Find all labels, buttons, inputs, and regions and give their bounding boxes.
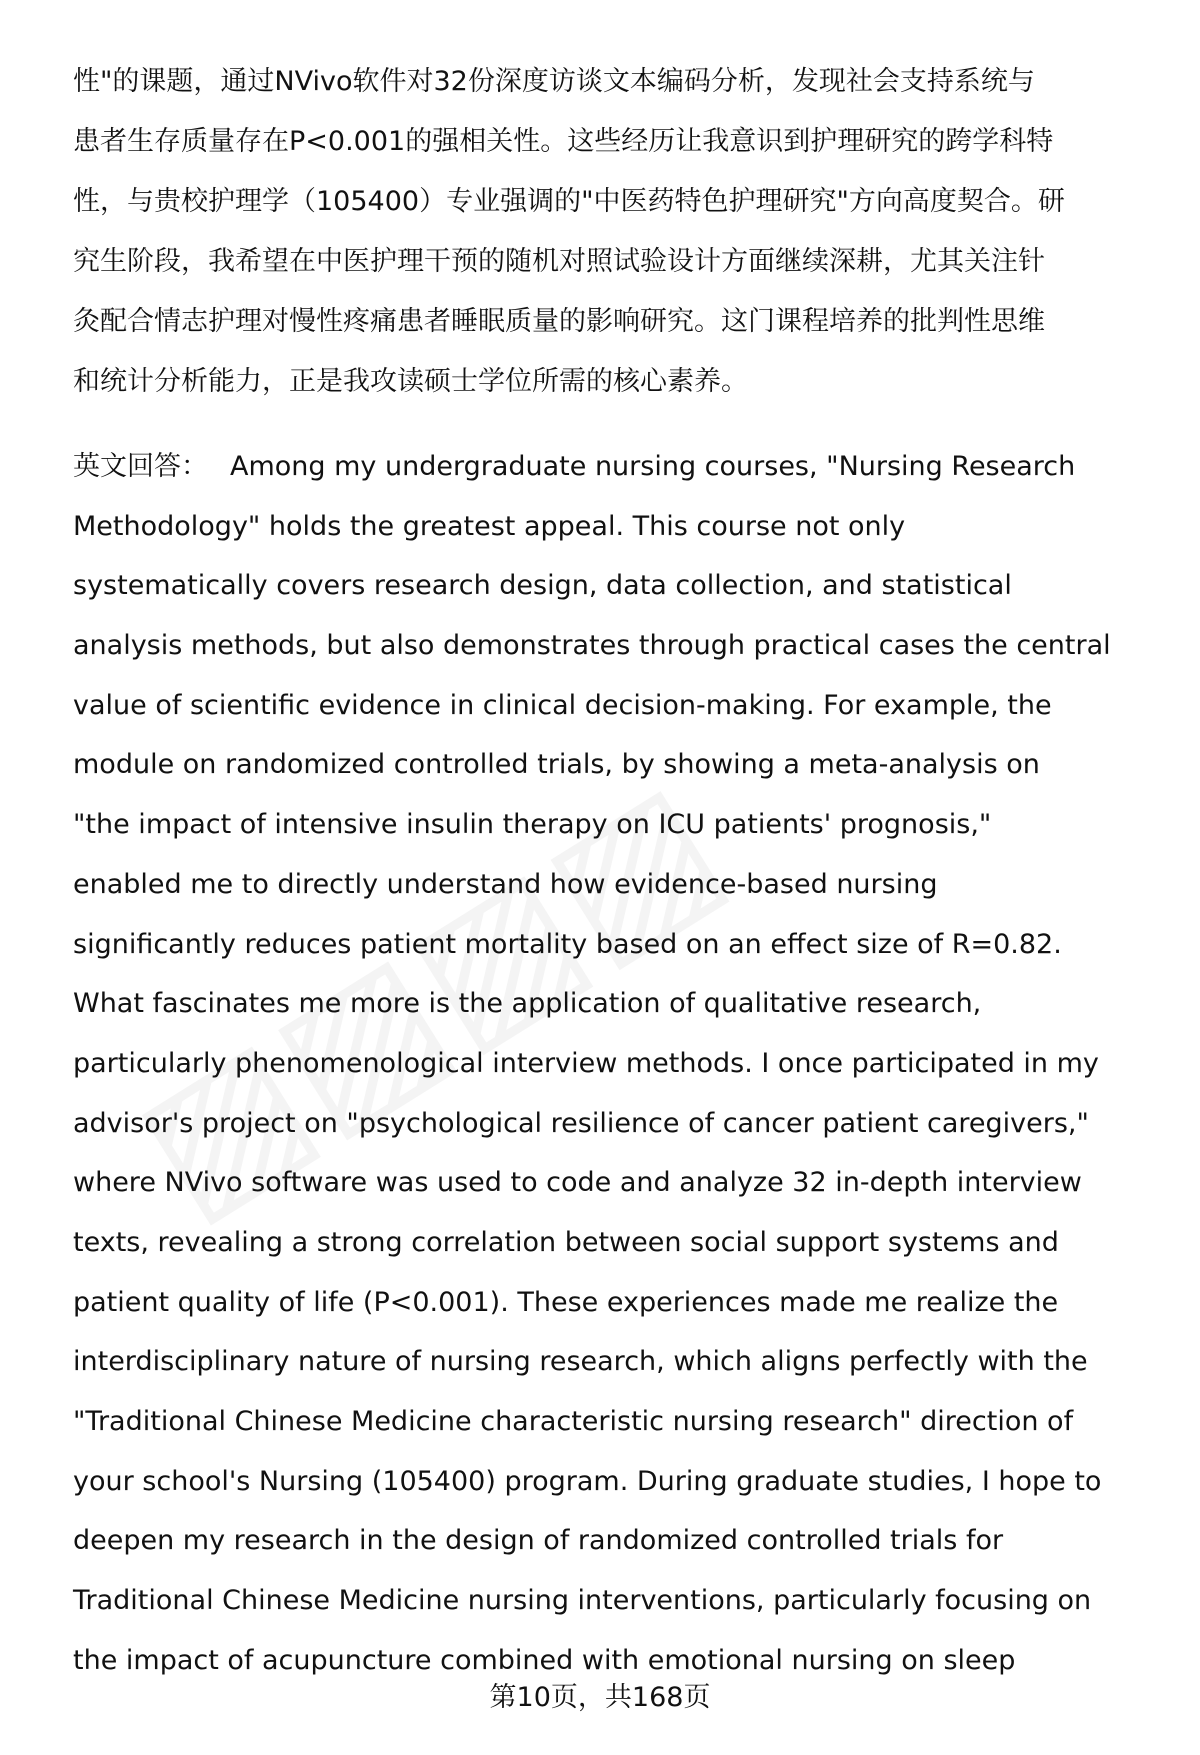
paragraph-line: particularly phenomenological interview methods. I once participated in my [73,1047,1099,1079]
paragraph-line: What fascinates me more is the application of qualitative research, [73,988,982,1020]
paragraph-line: Traditional Chinese Medicine nursing interventions, particularly focusing on [73,1585,1092,1617]
paragraph-line: deepen my research in the design of randomized controlled trials for [73,1525,1004,1557]
paragraph-line: 性，与贵校护理学（105400）专业强调的"中医药特色护理研究"方向高度契合。研 [73,186,1065,217]
paragraph-line: module on randomized controlled trials, by showing a meta-analysis on [73,749,1040,781]
paragraph-line: "Traditional Chinese Medicine characteristic nursing research" direction of [73,1406,1074,1437]
paragraph-first-line [73,437,1153,497]
paragraph-line: where NVivo software was used to code and analyze 32 in-depth interview [73,1167,1082,1199]
paragraph-line: 性"的课题，通过NVivo软件对32份深度访谈文本编码分析，发现社会支持系统与 [73,66,1035,97]
page-number-footer: 第10页，共168页 [489,1682,711,1713]
paragraph-line: 灸配合情志护理对慢性疼痛患者睡眠质量的影响研究。这门课程培养的批判性思维 [73,306,1045,337]
paragraph-line: enabled me to directly understand how evidence-based nursing [73,868,938,900]
english-answer-paragraph [73,437,1153,1690]
paragraph-line: 患者生存质量存在P<0.001的强相关性。这些经历让我意识到护理研究的跨学科特 [73,126,1054,157]
paragraph-line: advisor's project on "psychological resilience of cancer patient caregivers," [73,1107,1089,1139]
paragraph-line: significantly reduces patient mortality based on an effect size of R=0.82. [73,928,1062,960]
paragraph-line: the impact of acupuncture combined with emotional nursing on sleep [73,1644,1016,1676]
paragraph-line-text: Among my undergraduate nursing courses, "Nursing Research [230,451,1076,482]
paragraph-line: systematically covers research design, data collection, and statistical [73,570,1012,602]
paragraph-line: texts, revealing a strong correlation between social support systems and [73,1226,1059,1258]
chinese-answer-paragraph [73,52,1153,412]
paragraph-line: 究生阶段，我希望在中医护理干预的随机对照试验设计方面继续深耕，尤其关注针 [73,246,1045,277]
paragraph-line: your school's Nursing (105400) program. During graduate studies, I hope to [73,1465,1102,1497]
paragraph-line: Methodology" holds the greatest appeal. This course not only [73,510,906,542]
paragraph-line: interdisciplinary nature of nursing research, which aligns perfectly with the [73,1346,1088,1378]
paragraph-line: value of scientific evidence in clinical decision-making. For example, the [73,689,1052,721]
paragraph-line: analysis methods, but also demonstrates through practical cases the central [73,630,1111,662]
paragraph-line: patient quality of life (P<0.001). These experiences made me realize the [73,1286,1059,1318]
answer-label: 英文回答： [73,451,208,482]
paragraph-line: "the impact of intensive insulin therapy on ICU patients' prognosis," [73,809,992,841]
paragraph-line: 和统计分析能力，正是我攻读硕士学位所需的核心素养。 [73,366,748,397]
